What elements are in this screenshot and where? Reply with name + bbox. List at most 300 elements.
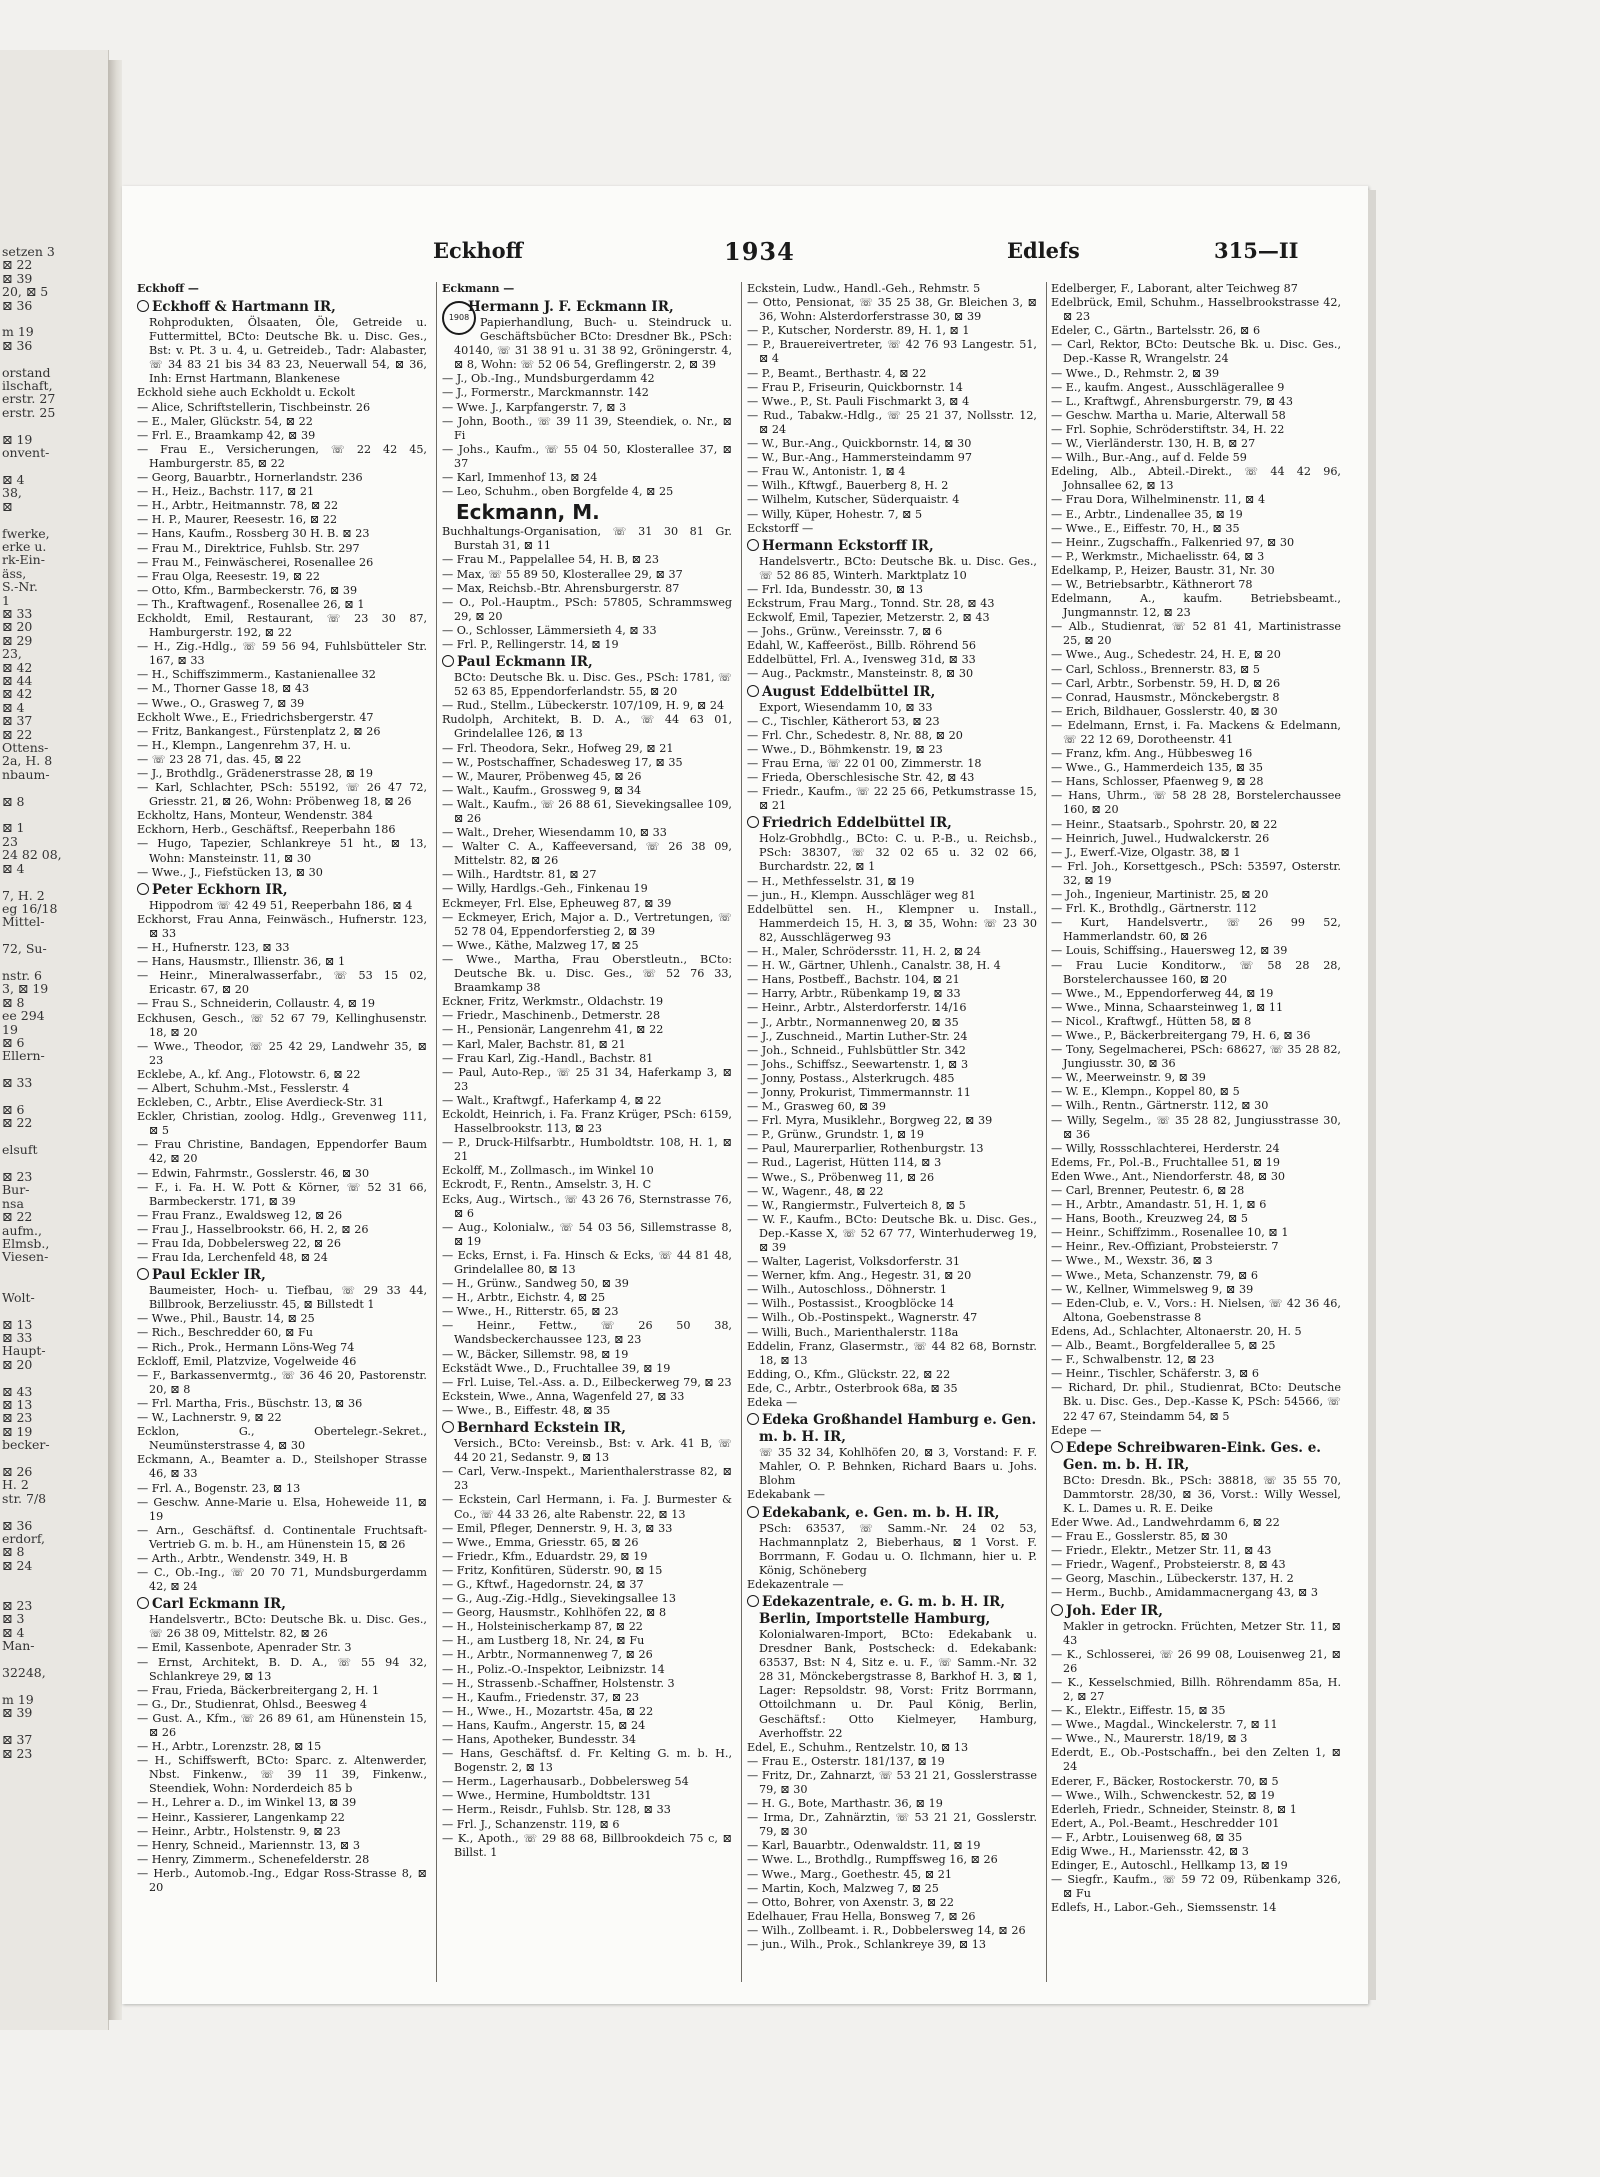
firm-details: Papierhandlung, Buch- u. Steindruck u. Geschäftsbücher BCto: Dresdner Bk., PSch: 40140, ☏ 31 38 91 u. 31 38 92, Gröningerstr. 4, ⊠ 8, Wohn: ☏ 52 06 54, Greflingerstr. 2, ⊠ 39: [454, 316, 732, 372]
directory-entry: — Wilh., Rentn., Gärtnerstr. 112, ⊠ 30: [1051, 1099, 1269, 1113]
directory-entry: — Wwe., N., Maurerstr. 18/19, ⊠ 3: [1051, 1732, 1248, 1746]
directory-entry: — G., Dr., Studienrat, Ohlsd., Beesweg 4: [137, 1697, 368, 1711]
directory-entry: — Frau M., Direktrice, Fuhlsb. Str. 297: [137, 541, 360, 555]
directory-entry: Eckleben, C., Arbtr., Elise Averdieck-Str. 31: [137, 1096, 384, 1110]
directory-entry: — Wwe., J., Fiefstücken 13, ⊠ 30: [137, 865, 323, 879]
left-page-line: [0, 1653, 108, 1666]
directory-entry: — Eden-Club, e. V., Vors.: H. Nielsen, ☏ 42 36 46, Altona, Goebenstrasse 8: [1051, 1296, 1341, 1324]
directory-entry: — Paul, Maurerparlier, Rothenburgstr. 13: [747, 1142, 984, 1156]
directory-entry: Edeka —: [747, 1396, 798, 1410]
directory-entry: — Herb., Automob.-Ing., Edgar Ross-Strasse 8, ⊠ 20: [137, 1866, 427, 1895]
directory-entry: — Frl. P., Rellingerstr. 14, ⊠ 19: [442, 637, 619, 651]
left-page-line: ⊠ 33: [2, 1329, 33, 1345]
directory-entry: — W. F., Kaufm., BCto: Deutsche Bk. u. Disc. Ges., Dep.-Kasse X, ☏ 52 67 77, Winterhuderweg 19, ⊠ 39: [747, 1212, 1037, 1254]
directory-entry: — Karl, Maler, Bachstr. 81, ⊠ 21: [442, 1037, 626, 1051]
directory-entry: — K., Schlosserei, ☏ 26 99 08, Louisenweg 21, ⊠ 26: [1051, 1647, 1341, 1675]
directory-entry: — Wilh., Bur.-Ang., auf d. Felde 59: [1051, 451, 1247, 465]
left-page-line: 7, H. 2: [2, 887, 45, 903]
directory-entry: — H. P., Maurer, Reesestr. 16, ⊠ 22: [137, 513, 338, 527]
directory-entry: — Otto, Pensionat, ☏ 35 25 38, Gr. Bleichen 3, ⊠ 36, Wohn: Alsterdorferstrasse 30, ⊠ 39: [747, 296, 1037, 324]
directory-entry: — Joh., Schneid., Fuhlsbüttler Str. 342: [747, 1043, 966, 1057]
directory-entry: — H., Arbtr., Normannenweg 7, ⊠ 26: [442, 1648, 653, 1662]
firm-details: Baumeister, Hoch- u. Tiefbau, ☏ 29 33 44, Billbrook, Berzeliusstr. 45, ⊠ Billstedt 1: [149, 1284, 427, 1312]
directory-entry: — O., Pol.-Hauptm., PSch: 57805, Schrammsweg 29, ⊠ 20: [442, 595, 732, 623]
directory-entry: Eckholtz, Hans, Monteur, Wendenstr. 384: [137, 809, 373, 823]
directory-entry: — Henry, Zimmerm., Schenefelderstr. 28: [137, 1852, 370, 1866]
directory-entry: — Friedr., Elektr., Metzer Str. 11, ⊠ 43: [1051, 1544, 1272, 1558]
directory-entry: — Wwe., M., Eppendorferweg 44, ⊠ 19: [1051, 986, 1274, 1000]
directory-entry: — Willy, Segelm., ☏ 35 28 82, Jungiusstrasse 30, ⊠ 36: [1051, 1113, 1341, 1141]
directory-entry: — Alb., Beamt., Borgfelderallee 5, ⊠ 25: [1051, 1339, 1276, 1353]
directory-entry: — Heinr., Mineralwasserfabr., ☏ 53 15 02, Ericastr. 67, ⊠ 20: [137, 969, 427, 997]
left-page-line: ⊠ 39: [2, 270, 33, 286]
left-page-line: ⊠ 23: [2, 1745, 33, 1761]
directory-entry: Edelkamp, P., Heizer, Baustr. 31, Nr. 30: [1051, 563, 1275, 577]
left-page-line: [0, 1063, 108, 1076]
directory-entry: — Heinr., Zugschaffn., Falkenried 97, ⊠ 30: [1051, 535, 1295, 549]
directory-entry: — Joh., Ingenieur, Martinistr. 25, ⊠ 20: [1051, 888, 1269, 902]
left-page-line: Mittel-: [2, 914, 45, 930]
directory-entry: — Rud., Stellm., Lübeckerstr. 107/109, H. 9, ⊠ 24: [442, 699, 725, 713]
directory-entry: — Henry, Schneid., Mariennstr. 13, ⊠ 3: [137, 1838, 360, 1852]
left-page-line: erke u.: [2, 538, 47, 554]
left-page-line: 72, Su-: [2, 941, 47, 957]
directory-entry: — Frau E., Versicherungen, ☏ 22 42 45, Hamburgerstr. 85, ⊠ 22: [137, 442, 427, 470]
firm-marker-icon: [442, 1421, 454, 1433]
left-page-line: ⊠: [2, 498, 13, 514]
directory-entry: — W., Bur.-Ang., Quickbornstr. 14, ⊠ 30: [747, 437, 972, 451]
book-gutter: [108, 60, 122, 2020]
directory-entry: — Wwe., Theodor, ☏ 25 42 29, Landwehr 35, ⊠ 23: [137, 1039, 427, 1067]
directory-entry: — Heinr., Rev.-Offiziant, Probsteierstr. 7: [1051, 1240, 1279, 1254]
directory-entry: — Edwin, Fahrmstr., Gosslerstr. 46, ⊠ 30: [137, 1166, 370, 1180]
left-page-line: ⊠ 13: [2, 1396, 33, 1412]
directory-entry: — ☏ 23 28 71, das. 45, ⊠ 22: [137, 752, 302, 766]
directory-entry: — Wwe., P., Bäckerbreitergang 79, H. 6, ⊠ 36: [1051, 1028, 1311, 1042]
directory-entry: — J., Ob.-Ing., Mundsburgerdamm 42: [442, 372, 655, 386]
directory-entry: — Wwe., Martha, Frau Oberstleutn., BCto: Deutsche Bk. u. Disc. Ges., ☏ 52 76 33, Braamkamp 38: [442, 952, 732, 995]
left-page-line: ⊠ 42: [2, 686, 33, 702]
directory-entry: Edens, Ad., Schlachter, Altonaerstr. 20, H. 5: [1051, 1324, 1302, 1338]
directory-entry: Eckmeyer, Frl. Else, Epheuweg 87, ⊠ 39: [442, 896, 672, 910]
directory-entry: — Walter, Lagerist, Volksdorferstr. 31: [747, 1255, 960, 1269]
directory-entry: Edel, E., Schuhm., Rentzelstr. 10, ⊠ 13: [747, 1740, 969, 1754]
firm-name: [137, 1267, 427, 1284]
firm-marker-icon: [747, 1413, 759, 1425]
firm-marker-icon: [1051, 1441, 1063, 1453]
left-page-line: [0, 875, 108, 888]
directory-entry: — Heinr., Kassierer, Langenkamp 22: [137, 1810, 345, 1824]
directory-entry: — Frl. Ida, Bundesstr. 30, ⊠ 13: [747, 582, 924, 596]
directory-entry: — H., Zig.-Hdlg., ☏ 59 56 94, Fuhlsbütteler Str. 167, ⊠ 33: [137, 640, 427, 668]
directory-entry: — Siegfr., Kaufm., ☏ 59 72 09, Rübenkamp 326, ⊠ Fu: [1051, 1873, 1341, 1901]
firm-entry: [747, 1412, 1037, 1488]
left-page-line: ⊠ 26: [2, 1463, 33, 1479]
directory-entry: — Walt., Kaufm., ☏ 26 88 61, Sievekingsallee 109, ⊠ 26: [442, 797, 732, 825]
directory-entry: — H., Lehrer a. D., im Winkel 13, ⊠ 39: [137, 1796, 357, 1810]
firm-details: Handelsvertr., BCto: Deutsche Bk. u. Disc. Ges., ☏ 52 86 85, Winterh. Marktplatz 10: [759, 554, 1037, 582]
firm-name-text: Paul Eckler IR,: [152, 1267, 266, 1284]
left-page-remnant: [0, 50, 109, 2030]
directory-entry: — Wwe., O., Grasweg 7, ⊠ 39: [137, 696, 305, 710]
directory-entry: — M., Grasweg 60, ⊠ 39: [747, 1100, 886, 1114]
directory-entry: — J., Formerstr., Marckmannstr. 142: [442, 386, 649, 400]
directory-entry: — Frau Ida, Lerchenfeld 48, ⊠ 24: [137, 1251, 328, 1265]
left-page-line: elsuft: [2, 1142, 38, 1158]
directory-entry: — H., Arbtr., Lorenzstr. 28, ⊠ 15: [137, 1740, 322, 1754]
directory-entry: Eckhold siehe auch Eckholdt u. Eckolt: [137, 386, 355, 400]
directory-entry: — Fritz, Konfitüren, Süderstr. 90, ⊠ 15: [442, 1563, 663, 1577]
left-page-line: 20, ⊠ 5: [2, 284, 49, 300]
left-page-line: ⊠ 8: [2, 1544, 25, 1560]
page-edge: [1368, 190, 1376, 2000]
directory-entry: — J., Ewerf.-Vize, Olgastr. 38, ⊠ 1: [1051, 845, 1241, 859]
directory-entry: — Wwe., E., Eiffestr. 70, H., ⊠ 35: [1051, 521, 1240, 535]
left-page-line: str. 7/8: [2, 1490, 47, 1506]
directory-entry: — Wwe., P., St. Pauli Fischmarkt 3, ⊠ 4: [747, 394, 970, 408]
directory-entry: — Frau J., Hasselbrookstr. 66, H. 2, ⊠ 26: [137, 1222, 369, 1236]
directory-entry: — W., Maurer, Pröbenweg 45, ⊠ 26: [442, 769, 642, 783]
directory-entry: — Eckstein, Carl Hermann, i. Fa. J. Burmester & Co., ☏ 44 33 26, alte Rabenstr. 22, ⊠ 13: [442, 1493, 732, 1521]
directory-entry: — Hans, Kaufm., Angerstr. 15, ⊠ 24: [442, 1718, 646, 1732]
directory-entry: — Hans, Booth., Kreuzweg 24, ⊠ 5: [1051, 1212, 1249, 1226]
left-page-line: 1: [2, 592, 10, 608]
left-page-line: ⊠ 22: [2, 1209, 33, 1225]
left-page-line: 3, ⊠ 19: [2, 981, 49, 997]
firm-name-text: Edeka Großhandel Hamburg e. Gen. m. b. H. IR,: [759, 1412, 1037, 1446]
firm-entry: [137, 1267, 427, 1312]
directory-entry: — E., kaufm. Angest., Ausschlägerallee 9: [1051, 380, 1285, 394]
directory-entry: — Geschw. Anne-Marie u. Elsa, Hoheweide 11, ⊠ 19: [137, 1495, 427, 1523]
directory-entry: — C., Tischler, Kätherort 53, ⊠ 23: [747, 714, 940, 728]
firm-name: [747, 1505, 1037, 1522]
column-3: [747, 282, 1037, 1982]
left-page-line: ⊠ 20: [2, 619, 33, 635]
left-page-line: 23,: [2, 646, 22, 662]
firm-marker-icon: [747, 685, 759, 697]
left-page-line: ilschaft,: [2, 378, 53, 394]
directory-entry: Eckloff, Emil, Platzvize, Vogelweide 46: [137, 1354, 357, 1368]
left-page-line: orstand: [2, 364, 51, 380]
left-page-line: [0, 1586, 108, 1599]
directory-entry: — Werner, kfm. Ang., Hegestr. 31, ⊠ 20: [747, 1269, 972, 1283]
left-page-line: [0, 781, 108, 794]
directory-entry: Ecklebe, A., kf. Ang., Flotowstr. 6, ⊠ 22: [137, 1067, 361, 1081]
left-page-line: 32248,: [2, 1665, 46, 1681]
left-page-line: 24 82 08,: [2, 847, 62, 863]
directory-entry: — W., Bur.-Ang., Hammersteindamm 97: [747, 451, 973, 465]
directory-entry: — Frl. J., Schanzenstr. 119, ⊠ 6: [442, 1817, 620, 1831]
directory-entry: Eckholt Wwe., E., Friedrichsbergerstr. 47: [137, 710, 374, 724]
left-page-line: Viesen-: [2, 1249, 49, 1265]
firm-marker-icon: [747, 1506, 759, 1518]
directory-entry: — Hans, Apotheker, Bundesstr. 34: [442, 1733, 637, 1746]
firm-entry: [747, 538, 1037, 583]
directory-entry: — Harry, Arbtr., Rübenkamp 19, ⊠ 33: [747, 987, 961, 1001]
directory-entry: — Friedr., Wagenf., Probsteierstr. 8, ⊠ 43: [1051, 1558, 1286, 1572]
directory-entry: — Frau S., Schneiderin, Collaustr. 4, ⊠ 19: [137, 997, 375, 1011]
directory-entry: — Martin, Koch, Malzweg 7, ⊠ 25: [747, 1881, 939, 1895]
directory-entry: — Frl. Theodora, Sekr., Hofweg 29, ⊠ 21: [442, 741, 674, 755]
directory-entry: — Emil, Kassenbote, Apenrader Str. 3: [137, 1641, 352, 1655]
directory-entry: — Wwe. J., Karpfangerstr. 7, ⊠ 3: [442, 400, 627, 414]
left-page-line: ⊠ 22: [2, 1115, 33, 1131]
firm-details: Hippodrom ☏ 42 49 51, Reeperbahn 186, ⊠ 4: [149, 898, 413, 912]
directory-entry: — Hans, Hausmstr., Illienstr. 36, ⊠ 1: [137, 955, 346, 969]
directory-entry: — Karl, Immenhof 13, ⊠ 24: [442, 471, 598, 485]
directory-entry: — Hans, Schlosser, Pfaenweg 9, ⊠ 28: [1051, 775, 1264, 789]
left-page-line: onvent-: [2, 445, 50, 461]
column-1: [137, 282, 427, 1982]
directory-entry: Eckrodt, F., Rentn., Amselstr. 3, H. C: [442, 1178, 652, 1192]
directory-entry: Eckstorff —: [747, 521, 814, 535]
directory-entry: Edelhauer, Frau Hella, Bonsweg 7, ⊠ 26: [747, 1909, 976, 1923]
directory-entry: — Wwe., Wilh., Schwenckestr. 52, ⊠ 19: [1051, 1788, 1275, 1802]
directory-entry: Edahl, W., Kaffeeröst., Billb. Röhrend 56: [747, 639, 977, 653]
directory-entry: — Rud., Lagerist, Hütten 114, ⊠ 3: [747, 1156, 942, 1170]
directory-entry: — Hugo, Tapezier, Schlankreye 51 ht., ⊠ 13, Wohn: Mansteinstr. 11, ⊠ 30: [137, 837, 427, 865]
firm-name: [747, 684, 1037, 701]
directory-entry: — Frl. Martha, Fris., Büschstr. 13, ⊠ 36: [137, 1396, 363, 1410]
directory-entry: — H., Kaufm., Friedenstr. 37, ⊠ 23: [442, 1690, 640, 1704]
directory-entry: Ecklon, G., Obertelegr.-Sekret., Neumünsterstrasse 4, ⊠ 30: [137, 1425, 427, 1453]
directory-entry: — J., Zuschneid., Martin Luther-Str. 24: [747, 1029, 968, 1043]
directory-entry: Ederleh, Friedr., Schneider, Steinstr. 8, ⊠ 1: [1051, 1802, 1297, 1816]
directory-entry: — H., Strassenb.-Schaffner, Holstenstr. 3: [442, 1676, 675, 1690]
directory-entry: — H., Heiz., Bachstr. 117, ⊠ 21: [137, 485, 315, 499]
directory-entry: — Wilhelm, Kutscher, Süderquaistr. 4: [747, 493, 960, 507]
left-page-line: erstr. 25: [2, 404, 56, 420]
directory-entry: — Frau Erna, ☏ 22 01 00, Zimmerstr. 18: [747, 756, 982, 770]
directory-entry: — H., Holsteinischerkamp 87, ⊠ 22: [442, 1620, 643, 1634]
directory-entry: Rudolph, Architekt, B. D. A., ☏ 44 63 01, Grindelallee 126, ⊠ 13: [442, 713, 732, 741]
directory-entry: — Wwe., D., Rehmstr. 2, ⊠ 39: [1051, 366, 1220, 380]
firm-entry: [747, 1594, 1037, 1741]
left-page-line: [0, 956, 108, 969]
directory-entry: Edinger, E., Autoschl., Hellkamp 13, ⊠ 19: [1051, 1859, 1288, 1873]
directory-entry: — Frau Franz., Ewaldsweg 12, ⊠ 26: [137, 1208, 343, 1222]
directory-entry: — Wilh., Postassist., Kroogblöcke 14: [747, 1297, 955, 1311]
firm-marker-icon: [747, 816, 759, 828]
directory-entry: — G., Kftwf., Hagedornstr. 24, ⊠ 37: [442, 1577, 644, 1591]
directory-entry: — Herm., Lagerhausarb., Dobbelersweg 54: [442, 1775, 689, 1789]
firm-marker-icon: [747, 539, 759, 551]
left-page-line: ⊠ 43: [2, 1383, 33, 1399]
directory-entry: — Irma, Dr., Zahnärztin, ☏ 53 21 21, Gosslerstr. 79, ⊠ 30: [747, 1811, 1037, 1839]
left-page-line: [0, 1679, 108, 1692]
firm-name: [747, 538, 1037, 555]
directory-entry: Edekazentrale —: [747, 1577, 844, 1591]
directory-entry: — Frau Dora, Wilhelminenstr. 11, ⊠ 4: [1051, 493, 1266, 507]
directory-entry: Eddelbüttel, Frl. A., Ivensweg 31d, ⊠ 33: [747, 653, 976, 667]
directory-entry: — Alb., Studienrat, ☏ 52 81 41, Martinistrasse 25, ⊠ 20: [1051, 620, 1341, 648]
firm-name: [137, 299, 427, 316]
directory-entry: — Wwe., Magdal., Winckelerstr. 7, ⊠ 11: [1051, 1718, 1278, 1732]
directory-entry: — H., Wwe., H., Mozartstr. 45a, ⊠ 22: [442, 1704, 654, 1718]
left-page-line: ee 294: [2, 1008, 45, 1024]
firm-entry: [1051, 1603, 1341, 1648]
left-page-line: [0, 1264, 108, 1277]
firm-entry: [747, 684, 1037, 715]
left-page-line: 38,: [2, 485, 22, 501]
left-page-line: ⊠ 19: [2, 431, 33, 447]
left-page-line: ⊠ 4: [2, 471, 25, 487]
left-page-line: rk-Ein-: [2, 552, 45, 568]
directory-entry: — Fritz, Bankangest., Fürstenplatz 2, ⊠ 26: [137, 724, 381, 738]
directory-entry: — Alice, Schriftstellerin, Tischbeinstr. 26: [137, 400, 371, 414]
left-page-line: setzen 3: [2, 244, 55, 259]
directory-entry: — Heinr., Staatsarb., Spohrstr. 20, ⊠ 22: [1051, 817, 1278, 831]
directory-entry: — John, Booth., ☏ 39 11 39, Steendiek, o. Nr., ⊠ Fi: [442, 414, 732, 442]
directory-entry: — W., Kellner, Wimmelsweg 9, ⊠ 39: [1051, 1282, 1254, 1296]
directory-entry: Eckstädt Wwe., D., Fruchtallee 39, ⊠ 19: [442, 1361, 671, 1375]
directory-entry: — Walt., Kaufm., Grossweg 9, ⊠ 34: [442, 783, 642, 797]
left-page-line: [0, 1572, 108, 1585]
left-page-line: ⊠ 33: [2, 605, 33, 621]
directory-entry: — K., Elektr., Eiffestr. 15, ⊠ 35: [1051, 1704, 1226, 1718]
header-year: 1934: [724, 237, 795, 266]
left-page-line: [0, 1371, 108, 1384]
directory-entry: — F., i. Fa. H. W. Pott & Körner, ☏ 52 31 66, Barmbeckerstr. 171, ⊠ 39: [137, 1180, 427, 1208]
directory-entry: — H., Methfesselstr. 31, ⊠ 19: [747, 874, 915, 888]
directory-entry: — Frau, Frieda, Bäckerbreitergang 2, H. 1: [137, 1683, 380, 1697]
left-page-line: ⊠ 8: [2, 793, 25, 809]
left-page-line: [0, 352, 108, 365]
directory-entry: — C., Ob.-Ing., ☏ 20 70 71, Mundsburgerdamm 42, ⊠ 24: [137, 1566, 427, 1594]
directory-entry: — H., Klempn., Langenrehm 37, H. u.: [137, 738, 351, 752]
firm-details: BCto: Deutsche Bk. u. Disc. Ges., PSch: 1781, ☏ 52 63 85, Eppendorferlandstr. 55, ⊠ 20: [454, 671, 732, 699]
directory-entry: Edeling, Alb., Abteil.-Direkt., ☏ 44 42 96, Johnsallee 62, ⊠ 13: [1051, 465, 1341, 493]
left-page-line: 23: [2, 833, 18, 849]
directory-entry: — Georg, Bauarbtr., Hornerlandstr. 236: [137, 471, 363, 485]
directory-entry: — Friedr., Kaufm., ☏ 22 25 66, Petkumstrasse 15, ⊠ 21: [747, 785, 1037, 813]
firm-entry: [747, 815, 1037, 874]
directory-entry: — Wwe., Meta, Schanzenstr. 79, ⊠ 6: [1051, 1268, 1259, 1282]
directory-entry: — Aug., Packmstr., Mansteinstr. 8, ⊠ 30: [747, 667, 974, 681]
directory-entry: — H., Hufnerstr. 123, ⊠ 33: [137, 941, 290, 955]
directory-entry: — Jonny, Prokurist, Timmermannstr. 11: [747, 1085, 971, 1099]
directory-entry: — Wwe., Käthe, Malzweg 17, ⊠ 25: [442, 938, 639, 952]
left-page-line: ⊠ 3: [2, 1611, 25, 1627]
directory-entry: — Wwe. L., Brothdlg., Rumpffsweg 16, ⊠ 26: [747, 1853, 998, 1867]
directory-entry: — Wwe., Emma, Griesstr. 65, ⊠ 26: [442, 1535, 639, 1549]
directory-entry: — W., Rangiermstr., Fulverteich 8, ⊠ 5: [747, 1198, 966, 1212]
left-page-line: ⊠ 8: [2, 994, 25, 1010]
left-page-line: ⊠ 23: [2, 1169, 33, 1185]
left-page-line: nbaum-: [2, 766, 50, 782]
left-page-line: [0, 1277, 108, 1290]
directory-entry: — K., Apoth., ☏ 29 88 68, Billbrookdeich 75 c, ⊠ Billst. 1: [442, 1831, 732, 1859]
directory-entry: — Frl. E., Braamkamp 42, ⊠ 39: [137, 428, 316, 442]
directory-entry: — Frieda, Oberschlesische Str. 42, ⊠ 43: [747, 771, 975, 784]
firm-name-text: Edekabank, e. Gen. m. b. H. IR,: [762, 1504, 1000, 1521]
directory-entry: — K., Kesselschmied, Billh. Röhrendamm 85a, H. 2, ⊠ 27: [1051, 1675, 1341, 1703]
directory-entry: — Wilh., Hardtstr. 81, ⊠ 27: [442, 868, 597, 882]
left-page-line: ⊠ 22: [2, 726, 33, 742]
directory-entry: Eckstein, Wwe., Anna, Wagenfeld 27, ⊠ 33: [442, 1389, 685, 1403]
left-page-line: ⊠ 22: [2, 257, 33, 273]
firm-name: [1051, 1440, 1341, 1474]
page-number: 315—II: [1214, 238, 1299, 263]
directory-entry: — W., Lachnerstr. 9, ⊠ 22: [137, 1411, 282, 1425]
left-page-line: ⊠ 42: [2, 659, 33, 675]
directory-entry: — jun., Wilh., Prok., Schlankreye 39, ⊠ 13: [747, 1938, 987, 1952]
directory-entry: — Otto, Bohrer, von Axenstr. 3, ⊠ 22: [747, 1895, 955, 1909]
directory-entry: Edems, Fr., Pol.-B., Fruchtallee 51, ⊠ 19: [1051, 1155, 1280, 1169]
directory-entry: — Frau P., Friseurin, Quickbornstr. 14: [747, 380, 963, 394]
firm-marker-icon: [137, 883, 149, 895]
firm-marker-icon: [137, 1268, 149, 1280]
firm-entry: [442, 654, 732, 699]
directory-entry: — Heinr., Tischler, Schäferstr. 3, ⊠ 6: [1051, 1367, 1260, 1381]
directory-entry: Ederer, F., Bäcker, Rostockerstr. 70, ⊠ 5: [1051, 1774, 1279, 1788]
directory-entry: — Ernst, Architekt, B. D. A., ☏ 55 94 32, Schlankreye 29, ⊠ 13: [137, 1655, 427, 1683]
directory-entry: Eckmann, A., Beamter a. D., Steilshoper Strasse 46, ⊠ 33: [137, 1453, 427, 1481]
directory-entry: — Georg, Hausmstr., Kohlhöfen 22, ⊠ 8: [442, 1606, 667, 1620]
directory-entry: Edeler, C., Gärtn., Bartelsstr. 26, ⊠ 6: [1051, 324, 1261, 338]
directory-entry: — Paul, Auto-Rep., ☏ 25 31 34, Haferkamp 3, ⊠ 23: [442, 1065, 732, 1093]
directory-entry: Eden Wwe., Ant., Niendorferstr. 48, ⊠ 30: [1051, 1169, 1286, 1183]
directory-entry: — Wwe., H., Ritterstr. 65, ⊠ 23: [442, 1305, 619, 1319]
left-page-line: ⊠ 23: [2, 1410, 33, 1426]
left-page-line: Ellern-: [2, 1048, 45, 1064]
directory-entry: — W., Wagenr., 48, ⊠ 22: [747, 1184, 884, 1198]
column-4: [1051, 282, 1341, 1982]
directory-entry: — J., Arbtr., Normannenweg 20, ⊠ 35: [747, 1015, 959, 1029]
left-page-line: [0, 1130, 108, 1143]
directory-entry: — Wilh., Ob.-Postinspekt., Wagnerstr. 47: [747, 1311, 978, 1325]
directory-entry: — Arn., Geschäftsf. d. Continentale Fruchtsaft-Vertrieb G. m. b. H., am Hünenstein 15, ⊠ 26: [137, 1523, 427, 1551]
left-page-line: H. 2: [2, 1477, 29, 1493]
directory-entry: — Rich., Beschredder 60, ⊠ Fu: [137, 1326, 314, 1340]
directory-entry: Edelberger, F., Laborant, alter Teichweg 87: [1051, 282, 1298, 295]
firm-name-text: Edepe Schreibwaren-Eink. Ges. e. Gen. m. b. H. IR,: [1063, 1439, 1321, 1473]
left-page-line: erstr. 27: [2, 391, 56, 407]
firm-marker-icon: [747, 1595, 759, 1607]
directory-entry: — H., Grünw., Sandweg 50, ⊠ 39: [442, 1277, 629, 1291]
directory-entry: — H., Schiffszimmerm., Kastanienallee 32: [137, 668, 376, 682]
directory-entry: Eckner, Fritz, Werkmstr., Oldachstr. 19: [442, 995, 664, 1009]
firm-name-text: Carl Eckmann IR,: [152, 1596, 286, 1613]
directory-entry: — Heinr., Fettw., ☏ 26 50 38, Wandsbeckerchaussee 123, ⊠ 23: [442, 1319, 732, 1347]
directory-entry: — Carl, Brenner, Peutestr. 6, ⊠ 28: [1051, 1184, 1245, 1197]
firm-name: [747, 815, 1037, 832]
directory-entry: — Leo, Schuhm., oben Borgfelde 4, ⊠ 25: [442, 485, 674, 499]
directory-entry: — Wwe., Aug., Schedestr. 24, H. E, ⊠ 20: [1051, 648, 1281, 662]
left-page-line: ⊠ 44: [2, 673, 33, 688]
directory-entry: — Erich, Bildhauer, Gosslerstr. 40, ⊠ 30: [1051, 704, 1278, 718]
directory-entry: Ecks, Aug., Wirtsch., ☏ 43 26 76, Sternstrasse 76, ⊠ 6: [442, 1192, 732, 1220]
directory-entry: — P., Brauereivertreter, ☏ 42 76 93 Langestr. 51, ⊠ 4: [747, 338, 1037, 366]
directory-entry: — H., Schiffswerft, BCto: Sparc. z. Altenwerder, Nbst. Finkenw., ☏ 39 11 39, Finkenw., Steendiek, Wohn: Norderdeich 85 b: [137, 1754, 427, 1796]
directory-entry: — F., Arbtr., Louisenweg 68, ⊠ 35: [1051, 1830, 1243, 1844]
left-page-line: [0, 1505, 108, 1518]
directory-entry: Edepe —: [1051, 1423, 1102, 1437]
directory-entry: Ederdt, E., Ob.-Postschaffn., bei den Zelten 1, ⊠ 24: [1051, 1746, 1341, 1774]
firm-name-text: Peter Eckhorn IR,: [152, 881, 288, 898]
firm-entry: [747, 1505, 1037, 1578]
left-page-line: ⊠ 4: [2, 860, 25, 876]
directory-entry: — W., Bäcker, Sillemstr. 98, ⊠ 19: [442, 1347, 629, 1361]
directory-entry: — Karl, Bauarbtr., Odenwaldstr. 11, ⊠ 19: [747, 1839, 981, 1853]
directory-entry: Edlefs, H., Labor.-Geh., Siemssenstr. 14: [1051, 1901, 1277, 1915]
firm-entry: [1051, 1440, 1341, 1516]
left-page-line: ⊠ 6: [2, 1034, 25, 1050]
directory-entry: — Walt., Dreher, Wiesendamm 10, ⊠ 33: [442, 826, 667, 840]
column-heading: Eckmann —: [442, 282, 515, 295]
directory-entry: — Carl, Arbtr., Sorbenstr. 59, H. D, ⊠ 26: [1051, 676, 1281, 690]
directory-entry: Edelmann, A., kaufm. Betriebsbeamt., Jungmannstr. 12, ⊠ 23: [1051, 592, 1341, 620]
